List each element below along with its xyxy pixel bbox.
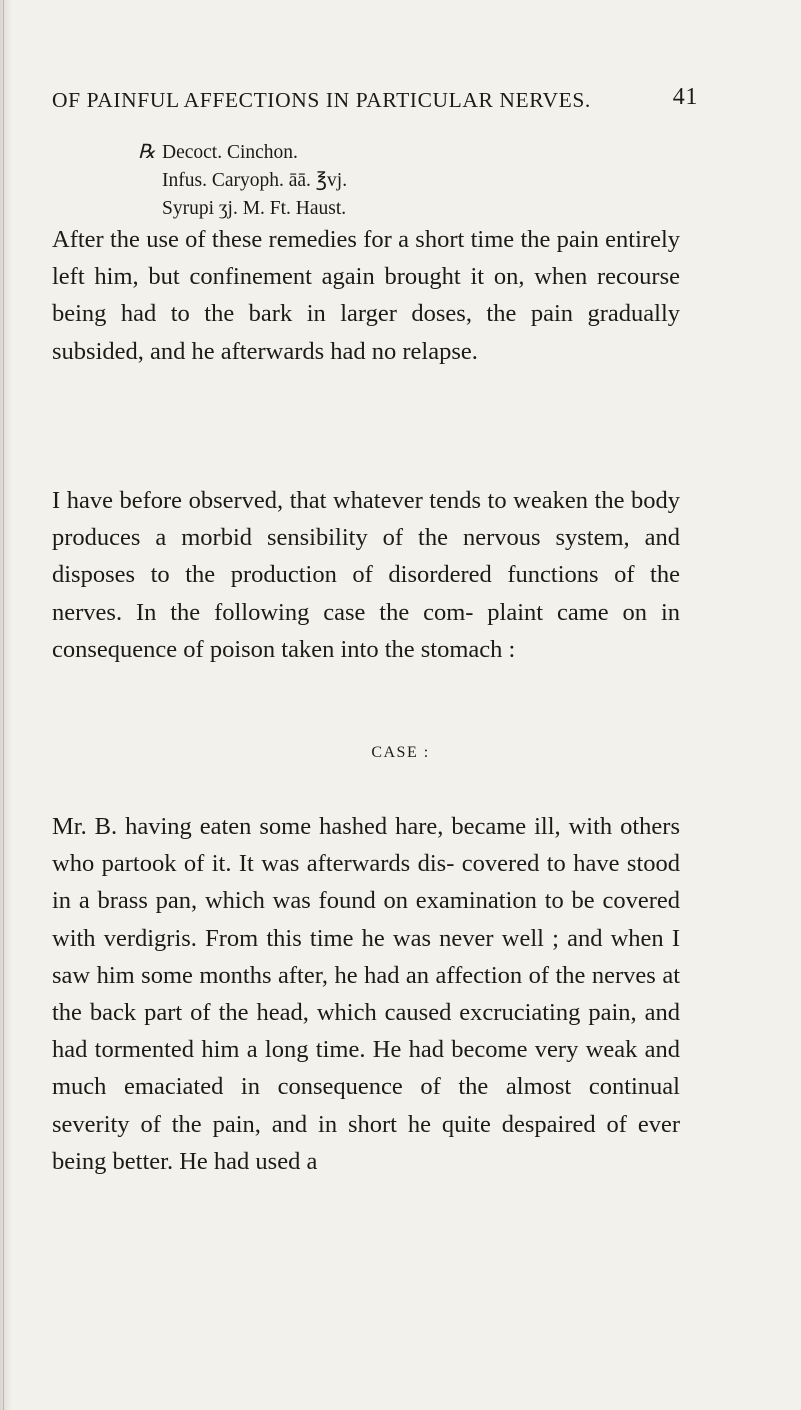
page-binding-line xyxy=(3,0,4,1410)
prescription-line: Infus. Caryoph. āā. ℥vj. xyxy=(162,170,348,191)
recipe-symbol: ℞ xyxy=(138,142,156,163)
prescription-line xyxy=(138,139,347,167)
prescription-block xyxy=(138,139,347,223)
running-head-title: OF PAINFUL AFFECTIONS IN PARTICULAR NERVES. xyxy=(52,88,591,112)
case-heading: CASE : xyxy=(371,744,430,761)
page-number: 41 xyxy=(672,84,698,110)
paragraph-morbid-sensibility xyxy=(52,482,680,668)
paragraph-text: Mr. B. having eaten some hashed hare, became ill, with others who partook of it. It was afterwards dis- covered to have stood in a brass pan, which was found on examination to be covered with verdigris. From this time he was never well ; and when I saw him some months after, he had an affection of the nerves at the back part of the head, which caused excruciating pain, and had tormented him a long time. He had become very weak and much emaciated in consequence of the almost continual severity of the pain, and in short he quite despaired of ever being better. He had used a xyxy=(52,813,680,1175)
paragraph-case-description xyxy=(52,808,680,1180)
paragraph-remedy-outcome xyxy=(52,221,680,370)
paragraph-text: After the use of these remedies for a short time the pain entirely left him, but confinement again brought it on, when recourse being had to the bark in larger doses, the pain gradually subsided, and he afterwards had no relapse. xyxy=(52,226,680,365)
prescription-line-text: Decoct. Cinchon. xyxy=(162,142,298,163)
page-binding-edge xyxy=(0,0,12,1410)
paragraph-text: I have before observed, that whatever tends to weaken the body produces a morbid sensibility of the nervous system, and disposes to the production of disordered functions of the nerves. In the following case the com- plaint came on in consequence of poison taken into the stomach : xyxy=(52,487,680,663)
prescription-line: Syrupi ʒj. M. Ft. Haust. xyxy=(162,198,347,219)
